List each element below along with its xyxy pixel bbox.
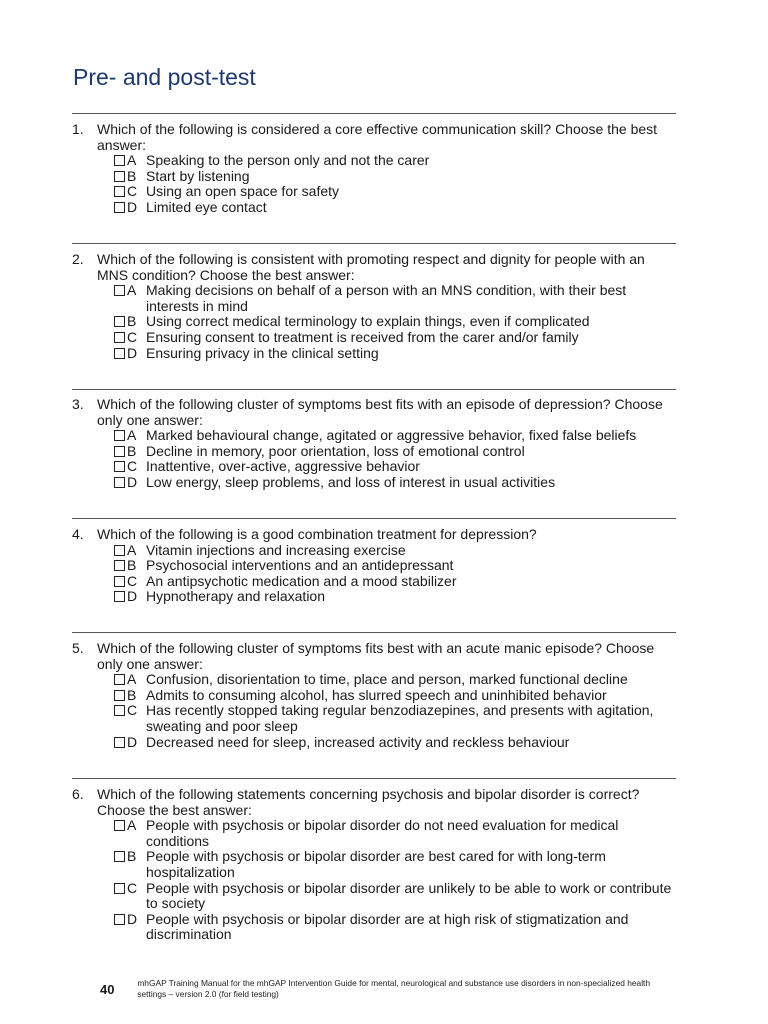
option-letter: C	[127, 328, 138, 345]
checkbox[interactable]	[114, 332, 125, 343]
question-1	[72, 122, 676, 216]
option-text: Ensuring privacy in the clinical setting	[146, 344, 379, 361]
option-letter: A	[127, 152, 137, 169]
option-c[interactable]	[114, 330, 676, 346]
option-text: Hypnotherapy and relaxation	[146, 588, 326, 605]
option-c[interactable]	[114, 703, 676, 734]
option-text: Decline in memory, poor orientation, loss of emotional control	[146, 442, 525, 459]
checkbox[interactable]	[114, 851, 125, 862]
option-text: Confusion, disorientation to time, place and person, marked functional decline	[146, 671, 628, 688]
checkbox[interactable]	[114, 171, 125, 182]
option-b[interactable]	[114, 558, 676, 574]
option-b[interactable]	[114, 849, 676, 880]
option-text: Speaking to the person only and not the carer	[146, 152, 430, 169]
checkbox[interactable]	[114, 477, 125, 488]
option-text: Marked behavioural change, agitated or aggressive behavior, fixed false beliefs	[146, 427, 637, 444]
option-b[interactable]	[114, 314, 676, 330]
option-a[interactable]	[114, 428, 676, 444]
option-text: Vitamin injections and increasing exercise	[146, 541, 406, 558]
answer-options	[72, 818, 676, 943]
question-number: 4.	[72, 526, 84, 542]
divider	[72, 778, 676, 779]
checkbox[interactable]	[114, 560, 125, 571]
option-letter: D	[127, 198, 138, 215]
question-text: Which of the following is a good combination treatment for depression?	[97, 526, 537, 542]
checkbox[interactable]	[114, 186, 125, 197]
option-letter: B	[127, 557, 137, 574]
answer-options	[72, 283, 676, 361]
option-c[interactable]	[114, 459, 676, 475]
question-6	[72, 787, 676, 943]
question-number: 5.	[72, 640, 84, 656]
option-text: Decreased need for sleep, increased activity and reckless behaviour	[146, 733, 570, 750]
answer-options	[72, 543, 676, 605]
option-letter: C	[127, 879, 138, 896]
option-b[interactable]	[114, 444, 676, 460]
option-letter: B	[127, 167, 137, 184]
option-text: People with psychosis or bipolar disorder are at high risk of stigmatization and discrimination	[146, 910, 629, 943]
checkbox[interactable]	[114, 316, 125, 327]
option-text: Admits to consuming alcohol, has slurred speech and uninhibited behavior	[146, 686, 607, 703]
divider	[72, 518, 676, 519]
option-letter: A	[127, 427, 137, 444]
option-text: Inattentive, over-active, aggressive behavior	[146, 458, 420, 475]
divider	[72, 632, 676, 633]
option-text: Low energy, sleep problems, and loss of interest in usual activities	[146, 473, 556, 490]
checkbox[interactable]	[114, 820, 125, 831]
checkbox[interactable]	[114, 446, 125, 457]
checkbox[interactable]	[114, 430, 125, 441]
option-a[interactable]	[114, 818, 676, 849]
option-letter: D	[127, 733, 138, 750]
question-2	[72, 252, 676, 361]
checkbox[interactable]	[114, 591, 125, 602]
checkbox[interactable]	[114, 202, 125, 213]
option-d[interactable]	[114, 346, 676, 362]
question-number: 6.	[72, 786, 84, 802]
divider	[72, 243, 676, 244]
option-d[interactable]	[114, 200, 676, 216]
option-d[interactable]	[114, 589, 676, 605]
option-a[interactable]	[114, 283, 676, 314]
option-a[interactable]	[114, 153, 676, 169]
page-footer	[100, 978, 670, 1000]
option-text: Has recently stopped taking regular benzodiazepines, and presents with agitation, sweating and poor sleep	[146, 702, 654, 734]
option-letter: C	[127, 458, 138, 475]
question-5	[72, 641, 676, 750]
checkbox[interactable]	[114, 737, 125, 748]
checkbox[interactable]	[114, 285, 125, 296]
option-d[interactable]	[114, 912, 676, 943]
option-text: Start by listening	[146, 167, 250, 184]
question-number: 1.	[72, 121, 84, 137]
divider	[72, 113, 676, 114]
checkbox[interactable]	[114, 348, 125, 359]
checkbox[interactable]	[114, 461, 125, 472]
checkbox[interactable]	[114, 690, 125, 701]
answer-options	[72, 428, 676, 490]
option-text: People with psychosis or bipolar disorder are best cared for with long-term hospitalization	[146, 848, 606, 880]
question-text: Which of the following statements concerning psychosis and bipolar disorder is correct? Choose the best answer:	[97, 786, 640, 818]
option-text: Using correct medical terminology to explain things, even if complicated	[146, 313, 590, 330]
checkbox[interactable]	[114, 155, 125, 166]
option-a[interactable]	[114, 543, 676, 559]
checkbox[interactable]	[114, 914, 125, 925]
page-title: Pre- and post-test	[73, 64, 256, 90]
question-number: 3.	[72, 396, 84, 412]
checkbox[interactable]	[114, 705, 125, 716]
option-letter: D	[127, 473, 138, 490]
option-text: An antipsychotic medication and a mood stabilizer	[146, 572, 457, 589]
checkbox[interactable]	[114, 545, 125, 556]
option-letter: B	[127, 848, 137, 865]
option-letter: B	[127, 313, 137, 330]
option-letter: A	[127, 817, 137, 834]
checkbox[interactable]	[114, 883, 125, 894]
option-letter: C	[127, 702, 138, 719]
option-a[interactable]	[114, 672, 676, 688]
option-letter: C	[127, 183, 138, 200]
option-letter: C	[127, 572, 138, 589]
question-text: Which of the following cluster of symptoms best fits with an episode of depression? Choose only one answer:	[97, 396, 663, 428]
answer-options	[72, 672, 676, 750]
checkbox[interactable]	[114, 674, 125, 685]
option-d[interactable]	[114, 735, 676, 751]
option-text: Ensuring consent to treatment is received from the carer and/or family	[146, 328, 579, 345]
question-text: Which of the following is considered a core effective communication skill? Choose the best answer:	[97, 121, 658, 153]
question-4	[72, 527, 676, 605]
footer-text: mhGAP Training Manual for the mhGAP Intervention Guide for mental, neurological and substance use disorders in non-specialized health settings – version 2.0 (for field testing)	[137, 978, 651, 999]
option-c[interactable]	[114, 881, 676, 912]
option-letter: A	[127, 541, 137, 558]
answer-options	[72, 153, 676, 215]
option-d[interactable]	[114, 475, 676, 491]
divider	[72, 389, 676, 390]
option-text: People with psychosis or bipolar disorder are unlikely to be able to work or contribute to society	[146, 879, 672, 912]
option-letter: B	[127, 442, 137, 459]
option-b[interactable]	[114, 169, 676, 185]
option-text: Making decisions on behalf of a person with an MNS condition, with their best interests in mind	[146, 282, 627, 314]
option-c[interactable]	[114, 574, 676, 590]
page-number: 40	[100, 982, 115, 997]
question-number: 2.	[72, 251, 84, 267]
option-b[interactable]	[114, 688, 676, 704]
checkbox[interactable]	[114, 576, 125, 587]
option-letter: D	[127, 588, 138, 605]
option-letter: A	[127, 671, 137, 688]
option-letter: A	[127, 282, 137, 299]
option-text: Limited eye contact	[146, 198, 267, 215]
option-text: People with psychosis or bipolar disorder do not need evaluation for medical conditions	[146, 817, 619, 849]
option-c[interactable]	[114, 184, 676, 200]
option-text: Using an open space for safety	[146, 183, 340, 200]
question-text: Which of the following cluster of symptoms fits best with an acute manic episode? Choose only one answer:	[97, 640, 655, 672]
option-letter: D	[127, 910, 138, 927]
option-letter: D	[127, 344, 138, 361]
option-letter: B	[127, 686, 137, 703]
question-text: Which of the following is consistent with promoting respect and dignity for people with an MNS condition? Choose the best answer:	[97, 251, 645, 283]
question-3	[72, 397, 676, 491]
option-text: Psychosocial interventions and an antidepressant	[146, 557, 454, 574]
